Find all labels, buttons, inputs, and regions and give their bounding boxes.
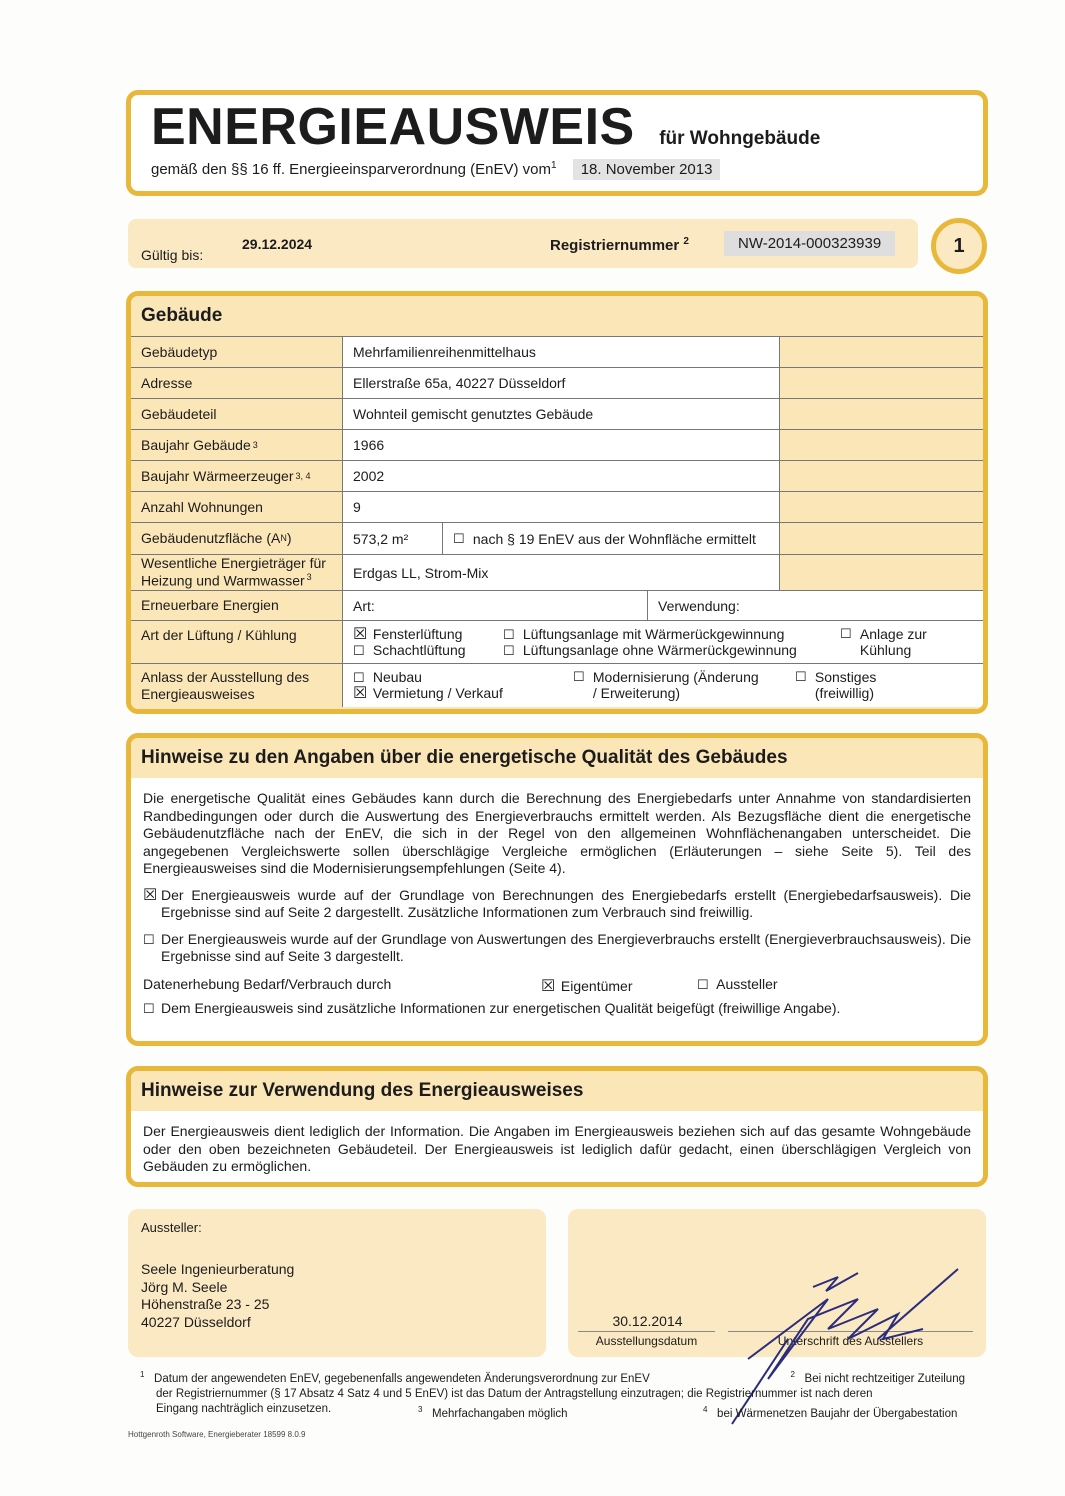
section-title-building: Gebäude [131,296,983,336]
footnote-2-part-b: der Registriernummer (§ 17 Absatz 4 Satz 4 und 5 EnEV) ist das Datum der Antragstellung einzutragen; die Registriernummer ist nach deren [156,1387,873,1400]
row-label-text: Baujahr Wärmeerzeuger [141,467,294,484]
footnote-ref: 2 [790,1370,795,1379]
footnote-4: bei Wärmenetzen Baujahr der Übergabestation [717,1407,958,1420]
option-issuer[interactable] [697,976,778,993]
issuer-name: Jörg M. Seele [141,1278,228,1295]
option-new-build[interactable] [353,669,422,686]
checkbox-empty-icon: ☐ [353,670,365,685]
checkbox-empty-icon: ☐ [573,669,585,684]
checkbox-empty-icon: ☐ [503,627,515,642]
data-collection-label: Datenerhebung Bedarf/Verbrauch durch [143,975,392,992]
additional-info-option[interactable] [131,1000,983,1018]
software-credit: Hottgenroth Software, Energieberater 18599 8.0.9 [128,1430,306,1439]
checkbox-empty-icon: ☐ [840,626,852,641]
checkbox-empty-icon: ☐ [697,976,709,992]
page-number-badge: 1 [931,218,987,274]
issue-date-label: Ausstellungsdatum [595,1334,698,1348]
checkbox-checked-icon: ☒ [143,886,158,904]
option-vent-without-recovery[interactable] [503,642,797,659]
checkbox-checked-icon: ☒ [353,626,368,643]
issuer-city: 40227 Düsseldorf [141,1313,251,1330]
footnote-ref: 3 [252,439,258,450]
renewable-use-field: Verwendung: [648,591,983,620]
usage-notes-section [126,1066,988,1187]
quality-notes-section [126,733,988,1046]
row-label [131,430,343,460]
row-label: Gebäudetyp [131,337,343,367]
footnote-ref: 3, 4 [295,470,311,481]
row-label: Erneuerbare Energien [131,591,343,620]
data-collection-row [131,974,983,996]
footnote-ref: 1 [140,1370,145,1379]
option-other[interactable] [795,669,895,701]
row-value: 2002 [343,461,780,491]
footnote-ref: 4 [703,1404,708,1414]
row-construction-year [131,429,983,460]
option-label: Vermietung / Verkauf [372,685,503,701]
footnote-ref: 1 [550,160,557,171]
row-address [131,367,983,398]
demand-based-option[interactable] [131,887,983,922]
validity-strip [128,219,918,268]
subscript: N [280,533,287,544]
ventilation-options [343,621,983,663]
footnote-ref: 3 [306,572,312,583]
option-owner[interactable] [541,976,632,996]
row-value: 573,2 m² [343,523,443,554]
option-vent-with-recovery[interactable] [503,626,784,643]
footnote-ref: 3 [418,1404,423,1414]
option-window-ventilation[interactable] [353,626,462,643]
legal-basis-text: gemäß den §§ 16 ff. Energieeinsparverordnung (EnEV) vom [151,161,551,178]
row-apartments [131,491,983,522]
signature-box [568,1209,986,1357]
footnote-3: Mehrfachangaben möglich [432,1407,568,1420]
footnotes [140,1367,965,1422]
legal-basis [151,159,983,180]
row-value: 9 [343,492,780,522]
consumption-based-option[interactable] [131,931,983,966]
row-label [131,523,343,554]
valid-until-label: Gültig bis: [141,247,204,263]
row-label [131,555,343,590]
quality-intro-text: Die energetische Qualität eines Gebäudes kann durch die Berechnung des Energiebedarfs unter Annahme von standardisierten Randbedingungen oder durch die Auswertung des Energieverbrauchs ermittelt werden. Als Bezugsfläche dient die energetische Gebäudenutzfläche nach der EnEV, die sich in der Regel von den allgemeinen Wohnflächenangaben unterscheidet. Die angegebenen Vergleichswerte sollen überschlägige Vergleiche ermöglichen (Erläuterungen – siehe Seite 5). Teil des Energieausweises sind die Modernisierungsempfehlungen (Seite 4). [143,790,971,876]
row-label: Gebäudeteil [131,399,343,429]
checkbox-empty-icon: ☐ [453,530,465,546]
issuer-address [141,1261,294,1331]
footnote-2-part-a: Bei nicht rechtzeitiger Zuteilung [804,1372,965,1385]
checkbox-checked-icon: ☒ [541,977,556,995]
option-label: Fensterlüftung [372,626,463,642]
section-title-usage-notes: Hinweise zur Verwendung des Energieausweises [131,1071,983,1111]
document-title: ENERGIEAUSWEIS [151,98,635,156]
usage-notes-text: Der Energieausweis dient lediglich der Information. Die Angaben im Energieausweis beziehen sich auf das gesamte Wohngebäude oder den oben bezeichneten Gebäudeteil. Der Energieausweis ist lediglich dafür gedacht, einen überschlägigen Vergleich von Gebäuden zu ermöglichen. [143,1123,971,1174]
checkbox-checked-icon: ☒ [353,685,368,702]
issuer-company: Seele Ingenieurberatung [141,1261,295,1277]
row-building-part [131,398,983,429]
row-label: Anzahl Wohnungen [131,492,343,522]
option-cooling[interactable] [840,626,940,658]
row-heater-year [131,460,983,491]
row-label [131,461,343,491]
issuer-street: Höhenstraße 23 - 25 [141,1296,270,1312]
valid-until-date: 29.12.2024 [242,236,313,252]
checkbox-empty-icon: ☐ [353,643,365,658]
option-label: Lüftungsanlage mit Wärmerückgewinnung [522,626,785,642]
row-issuance-reason [131,663,983,707]
date-line [578,1331,715,1332]
row-energy-carriers [131,554,983,590]
issuer-label: Aussteller: [141,1220,202,1235]
row-label: Anlass der Ausstellung des Energieausweises [131,664,343,707]
building-section [126,291,988,714]
option-label: Eigentümer [560,977,633,994]
registration-label [550,236,689,254]
reason-options [343,664,983,707]
row-building-type [131,336,983,367]
option-label: Lüftungsanlage ohne Wärmerückgewinnung [522,642,797,658]
row-renewables [131,590,983,620]
row-label-text: Wesentliche Energieträger für Heizung und Warmwasser [141,555,326,589]
option-shaft-ventilation[interactable] [353,642,466,659]
footnote-line-1 [140,1367,965,1387]
row-value: 1966 [343,430,780,460]
section-title-quality-notes: Hinweise zu den Angaben über die energetische Qualität des Gebäudes [131,738,983,778]
option-label: Schachtlüftung [372,642,466,658]
row-label-text: Baujahr Gebäude [141,436,251,453]
footnote-line-3 [140,1402,965,1422]
row-usable-area [131,522,983,554]
row-label: Adresse [131,368,343,398]
option-modernization[interactable] [573,669,763,701]
footnote-1: Datum der angewendeten EnEV, gegebenenfalls angewendeten Änderungsverordnung zur EnEV [154,1372,650,1385]
area-method-checkbox[interactable] [443,523,780,554]
signature-label: Unterschrift des Ausstellers [777,1334,924,1348]
issuer-box [128,1209,546,1357]
checkbox-empty-icon: ☐ [143,931,155,947]
registration-number-field: NW-2014-000323939 [724,231,895,256]
option-text: Der Energieausweis wurde auf der Grundlage von Auswertungen des Energieverbrauchs erstellt (Energieverbrauchsausweis). Die Ergebnisse sind auf Seite 3 dargestellt. [161,930,971,964]
footnote-ref: 2 [683,236,689,247]
option-label: Sonstiges (freiwillig) [814,669,877,701]
checkbox-empty-icon: ☐ [795,669,807,684]
row-ventilation [131,620,983,663]
document-subtitle: für Wohngebäude [659,128,821,149]
checkbox-empty-icon: ☐ [143,1000,155,1016]
row-value: Ellerstraße 65a, 40227 Düsseldorf [343,368,780,398]
checkbox-empty-icon: ☐ [503,643,515,658]
option-text: Dem Energieausweis sind zusätzliche Informationen zur energetischen Qualität beigefügt (freiwillige Angabe). [161,999,841,1016]
row-value: Wohnteil gemischt genutztes Gebäude [343,399,780,429]
option-label: Neubau [372,669,422,685]
checkbox-label: nach § 19 EnEV aus der Wohnfläche ermittelt [472,530,756,547]
option-rent-sale[interactable] [353,685,503,702]
option-label: Modernisierung (Änderung / Erweiterung) [592,669,759,701]
registration-label-text: Registriernummer [550,237,680,254]
row-label: Art der Lüftung / Kühlung [131,621,343,663]
signature-scribble-icon [708,1259,968,1379]
issue-date: 30.12.2014 [612,1313,683,1329]
enev-date-field: 18. November 2013 [573,159,721,180]
row-label-end: ) [286,530,292,547]
row-value: Erdgas LL, Strom-Mix [343,555,780,590]
row-value: Mehrfamilienreihenmittelhaus [343,337,780,367]
option-label: Anlage zur Kühlung [859,626,927,658]
row-label-text: Gebäudenutzfläche (A [141,530,281,547]
footnote-2-part-c: Eingang nachträglich einzusetzen. [156,1402,332,1415]
option-text: Der Energieausweis wurde auf der Grundlage von Berechnungen des Energiebedarfs erstellt (Energiebedarfsausweis). Die Ergebnisse sind auf Seite 2 dargestellt. Zusätzliche Informationen zum Verbrauch sind freiwillig. [161,886,971,920]
renewable-type-field: Art: [343,591,648,620]
title-box [126,90,988,196]
option-label: Aussteller [716,975,778,992]
